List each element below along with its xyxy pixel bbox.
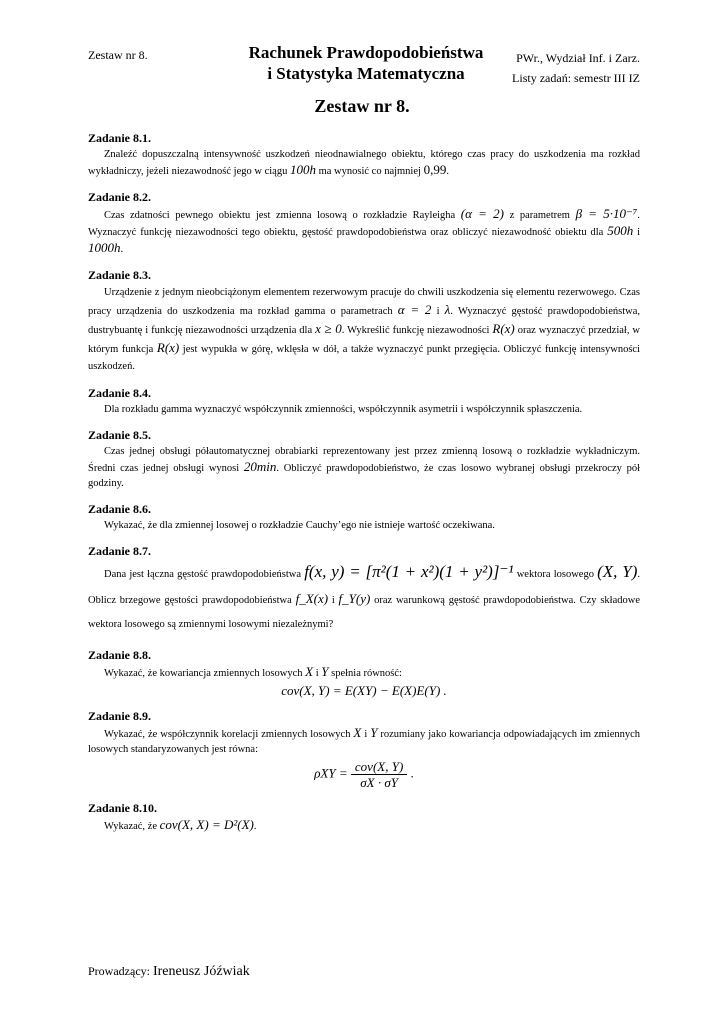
- task-8-4: [88, 385, 640, 417]
- text-fragment: . Obliczyć prawdopodobieństwo, że czas losowo wybranej obsługi przekroczy pół godziny.: [88, 463, 640, 489]
- math-expression: λ: [444, 302, 451, 317]
- text-fragment: i: [331, 595, 335, 606]
- task-text: [88, 206, 640, 257]
- text-fragment: . Wykreślić funkcję niezawodności: [341, 325, 490, 336]
- task-text: [88, 444, 640, 491]
- covariance-equation: cov(X, Y) = E(XY) − E(X)E(Y) .: [281, 683, 447, 698]
- math-expression: X: [305, 664, 314, 679]
- course-title-line1: Rachunek Prawdopodobieństwa: [248, 43, 484, 62]
- text-fragment: Znaleźć dopuszczalną intensywność uszkodzeń nieodnawialnego obiektu, którego czas pracy do uszkodzenia ma rozkład wykładniczy, jeżeli niezawodność jego w ciągu: [88, 149, 640, 177]
- text-fragment: Wykazać, że: [104, 821, 157, 832]
- institution-line2: Listy zadań: semestr III IZ: [512, 71, 640, 85]
- set-title: Zestaw nr 8.: [314, 96, 410, 116]
- task-text: [88, 664, 640, 681]
- header-set-label: Zestaw nr 8.: [88, 48, 148, 62]
- math-expression: 500h: [607, 223, 634, 238]
- task-8-6: [88, 501, 640, 533]
- task-list: [88, 130, 640, 844]
- math-expression: (α = 2): [460, 206, 504, 221]
- fraction-numerator: cov(X, Y): [351, 759, 407, 775]
- text-fragment: .: [446, 166, 449, 177]
- math-expression: cov(X, X) = D²(X): [159, 817, 254, 832]
- math-expression: f_Y(y): [338, 591, 371, 606]
- task-title: Zadanie 8.9.: [88, 709, 152, 723]
- header-institution: [500, 48, 640, 88]
- text-fragment: i: [637, 227, 641, 238]
- text-fragment: .: [253, 821, 257, 832]
- text-fragment: . Oblicz brzegowe gęstości prawdopodobieństwa: [88, 569, 640, 606]
- task-8-1: [88, 130, 640, 179]
- math-expression: α = 2: [397, 302, 432, 317]
- text-fragment: Czas zdatności pewnego obiektu jest zmienna losową o rozkładzie Rayleigha: [104, 210, 456, 221]
- course-title-line2: i Statystyka Matematyczna: [267, 64, 465, 83]
- task-title: Zadanie 8.3.: [88, 268, 152, 282]
- task-text: [88, 284, 640, 375]
- task-title: Zadanie 8.8.: [88, 648, 152, 662]
- text-fragment: Urządzenie z jednym nieobciążonym elementem rezerwowym pracuje do chwili uszkodzenia się elementu rezerwowego. Czas pracy urządzenia do uszkodzenia ma rozkład gamma o parametrach: [88, 287, 640, 317]
- text-fragment: oraz warunkową gęstość prawdopodobieństwa. Czy składowe wektora losowego są zmiennymi losowymi niezależnymi?: [88, 595, 640, 630]
- text-fragment: Wykazać, że kowariancja zmiennych losowych: [104, 668, 303, 679]
- text-fragment: Wykazać, że współczynnik korelacji zmiennych losowych: [104, 729, 351, 740]
- text-fragment: . Wyznaczyć gęstość prawdopodobieństwa, dustrybuantę i funkcję niezawodności urządzenia dla: [88, 306, 641, 336]
- text-fragment: i: [364, 729, 368, 740]
- text-fragment: .: [120, 244, 124, 255]
- text-fragment: rozumiany jako kowariancja odpowiadających im zmiennych losowych standaryzowanych jest równa:: [88, 729, 641, 755]
- footer-instructor: [88, 964, 250, 980]
- correlation-equation: [88, 759, 640, 790]
- math-expression: R(x): [492, 321, 515, 336]
- math-expression: Y: [370, 725, 378, 740]
- math-expression: R(x): [156, 340, 180, 355]
- task-title: Zadanie 8.1.: [88, 131, 152, 145]
- fraction-denominator: σX · σY: [360, 775, 398, 790]
- text-fragment: spełnia równość:: [331, 668, 402, 679]
- task-title: Zadanie 8.10.: [88, 801, 158, 815]
- math-expression: x ≥ 0: [315, 321, 342, 336]
- task-title: Zadanie 8.5.: [88, 428, 152, 442]
- text-fragment: Czas jednej obsługi półautomatycznej obrabiarki reprezentowany jest przez zmienną losową o rozkładzie wykładniczym. Średni czas jednej obsługi wynosi: [88, 446, 640, 474]
- math-expression: Y: [321, 664, 329, 679]
- header-course-title: [238, 42, 494, 84]
- task-text: [88, 725, 640, 757]
- math-expression: β = 5·10⁻⁷: [575, 206, 638, 221]
- text-fragment: ma wynosić co najmniej: [318, 166, 421, 177]
- math-expression: (X, Y): [597, 562, 638, 581]
- text-fragment: z parametrem: [509, 210, 570, 221]
- task-text: Wykazać, że dla zmiennej losowej o rozkładzie Cauchy’ego nie istnieje wartość oczekiwana.: [104, 520, 495, 531]
- task-8-8: [88, 647, 640, 698]
- text-fragment: Dana jest łączna gęstość prawdopodobieństwa: [104, 569, 302, 580]
- math-expression: X: [353, 725, 362, 740]
- task-8-9: [88, 708, 640, 790]
- task-text: Dla rozkładu gamma wyznaczyć współczynnik zmienności, współczynnik asymetrii i współczynnik spłaszczenia.: [104, 404, 583, 415]
- math-expression: 20min: [243, 459, 277, 474]
- instructor-label: Prowadzący:: [88, 964, 150, 978]
- math-expression: 0,99: [423, 162, 447, 177]
- task-8-2: [88, 189, 640, 257]
- math-expression: f_X(x): [295, 591, 329, 606]
- task-title: Zadanie 8.2.: [88, 190, 152, 204]
- task-8-10: [88, 800, 640, 834]
- instructor-name: Ireneusz Jóźwiak: [152, 964, 250, 979]
- text-fragment: i: [436, 306, 440, 317]
- text-fragment: oraz wyznaczyć przedział, w którym funkcja: [88, 325, 641, 355]
- text-fragment: i: [315, 668, 319, 679]
- text-fragment: jest wypukła w górę, wklęsła w dół, a także wyznaczyć punkt przegięcia. Obliczyć funkcję intensywności uszkodzeń.: [88, 344, 641, 372]
- task-8-7: [88, 543, 640, 637]
- task-text: [88, 147, 640, 179]
- task-8-3: [88, 267, 640, 375]
- text-fragment: wektora losowego: [516, 569, 594, 580]
- math-expression: f(x, y) = [π²(1 + x²)(1 + y²)]⁻¹: [304, 562, 514, 581]
- task-8-5: [88, 427, 640, 491]
- task-title: Zadanie 8.6.: [88, 502, 152, 516]
- task-text: [88, 817, 640, 834]
- math-expression: 100h: [289, 162, 316, 177]
- text-fragment: . Wyznaczyć funkcję niezawodności tego obiektu, gęstość prawdopodobieństwa oraz obliczyć niezawodność obiektu dla: [88, 210, 640, 238]
- task-title: Zadanie 8.4.: [88, 386, 152, 400]
- fraction: [351, 759, 407, 790]
- math-expression: 1000h: [88, 240, 121, 255]
- equation-end: .: [410, 765, 414, 781]
- task-text: [88, 560, 640, 637]
- institution-line1: PWr., Wydział Inf. i Zarz.: [516, 51, 640, 65]
- equation-lhs: ρXY =: [314, 765, 348, 781]
- task-title: Zadanie 8.7.: [88, 544, 152, 558]
